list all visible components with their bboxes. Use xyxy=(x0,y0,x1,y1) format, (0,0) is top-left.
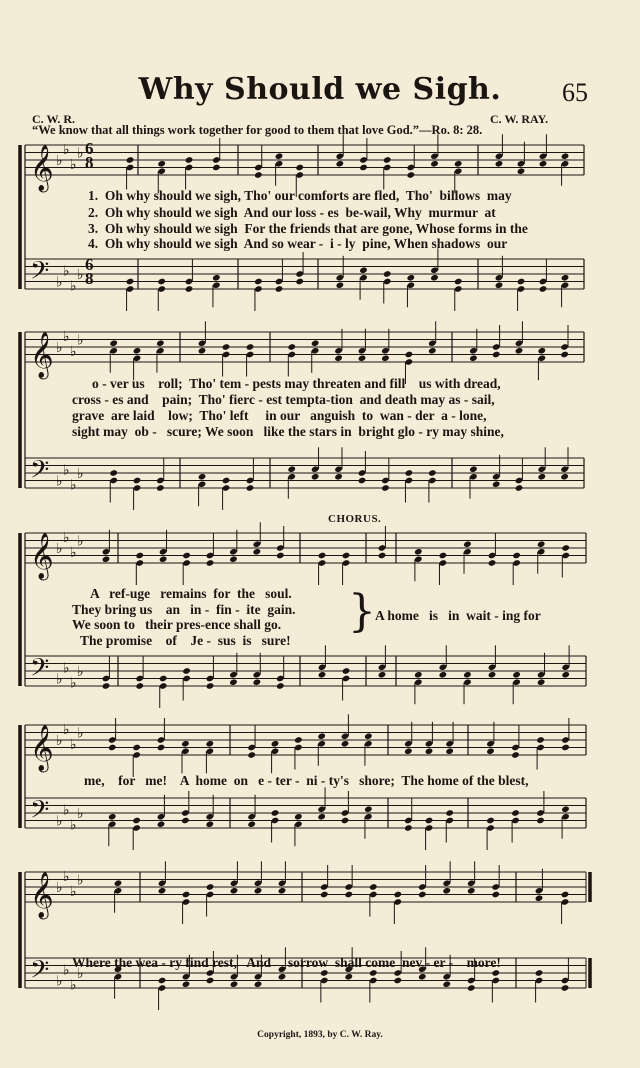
note-head xyxy=(383,156,392,164)
note-head xyxy=(537,347,546,355)
note-head xyxy=(334,473,343,481)
note-head xyxy=(404,747,413,755)
note-head xyxy=(463,671,472,679)
note-head xyxy=(294,736,303,744)
note-head xyxy=(271,809,280,817)
note-head xyxy=(132,817,141,825)
note-head xyxy=(311,473,320,481)
note-head xyxy=(185,285,194,293)
note-head xyxy=(182,980,191,988)
flat-icon: ♭ xyxy=(56,541,63,557)
system1-verse3: 3. Oh why should we sigh For the friends that are gone, Whose forms in the xyxy=(88,221,528,236)
note-head xyxy=(253,678,262,686)
note-head xyxy=(278,973,287,981)
note-head xyxy=(278,887,287,895)
note-head xyxy=(157,278,166,286)
note-head xyxy=(222,477,231,485)
note-head xyxy=(495,281,504,289)
note-head xyxy=(342,552,351,560)
note-head xyxy=(491,891,500,899)
note-head xyxy=(318,671,327,679)
flat-icon: ♭ xyxy=(56,880,63,896)
lyricist-credit: C. W. R. xyxy=(32,112,76,126)
flat-icon: ♭ xyxy=(77,267,84,283)
note-head xyxy=(320,891,329,899)
system2-verse4: sight may ob - scure; We soon like the stars in bright glo - ry may shine, xyxy=(72,424,504,439)
note-head xyxy=(378,552,387,560)
note-head xyxy=(488,559,497,567)
system3-refrain: A home is in wait - ing for xyxy=(375,608,541,623)
flat-icon: ♭ xyxy=(63,328,70,345)
note-head xyxy=(359,164,368,172)
note-head xyxy=(206,682,215,690)
note-head xyxy=(381,484,390,492)
note-head xyxy=(381,354,390,362)
note-head xyxy=(454,278,463,286)
note-head xyxy=(205,740,214,748)
note-head xyxy=(158,887,167,895)
note-head xyxy=(336,160,345,168)
bass-clef-icon: 𝄢 xyxy=(30,795,50,831)
note-head xyxy=(469,354,478,362)
note-head xyxy=(358,354,367,362)
hymn-title: Why Should we Sigh. xyxy=(138,72,502,107)
note-head xyxy=(158,977,167,985)
note-head xyxy=(108,744,117,752)
note-head xyxy=(495,160,504,168)
note-head xyxy=(561,805,570,813)
note-head xyxy=(287,343,296,351)
note-head xyxy=(206,559,215,567)
note-head xyxy=(445,747,454,755)
note-head xyxy=(393,891,402,899)
note-head xyxy=(276,682,285,690)
flat-icon: ♭ xyxy=(56,153,63,169)
flat-icon: ♭ xyxy=(77,466,84,482)
note-head xyxy=(418,973,427,981)
note-head xyxy=(430,274,439,282)
bass-clef-icon: 𝄢 xyxy=(30,653,50,689)
note-head xyxy=(157,744,166,752)
note-head xyxy=(561,891,570,899)
note-head xyxy=(198,347,207,355)
bass-clef-icon: 𝄢 xyxy=(30,955,50,991)
note-head xyxy=(133,347,142,355)
note-head xyxy=(486,817,495,825)
note-head xyxy=(358,477,367,485)
note-head xyxy=(512,552,521,560)
flat-icon: ♭ xyxy=(70,883,77,900)
note-head xyxy=(135,552,144,560)
note-head xyxy=(342,667,351,675)
system2-verse3: grave are laid low; Tho' left in our anguish to wan - der a - lone, xyxy=(72,408,487,423)
note-head xyxy=(205,820,214,828)
flat-icon: ♭ xyxy=(56,671,63,688)
system3-verse4: The promise of Je - sus is sure! xyxy=(80,633,291,648)
note-head xyxy=(109,339,118,347)
note-head xyxy=(246,484,255,492)
flat-icon: ♭ xyxy=(70,477,77,494)
note-head xyxy=(561,671,570,679)
flat-icon: ♭ xyxy=(70,544,77,561)
note-head xyxy=(378,671,387,679)
note-head xyxy=(295,164,304,172)
system1-verse1: 1. Oh why should we sigh, Tho' our comforts are fled, Tho' billows may xyxy=(88,188,512,203)
note-head xyxy=(185,156,194,164)
note-head xyxy=(108,813,117,821)
flat-icon: ♭ xyxy=(77,806,84,822)
note-head xyxy=(561,152,570,160)
note-head xyxy=(206,977,215,985)
flat-icon: ♭ xyxy=(63,802,70,819)
flat-icon: ♭ xyxy=(77,664,84,680)
note-head xyxy=(318,552,327,560)
note-head xyxy=(359,266,368,274)
note-head xyxy=(246,343,255,351)
note-head xyxy=(254,887,263,895)
flat-icon: ♭ xyxy=(56,274,63,291)
note-head xyxy=(275,152,284,160)
note-head xyxy=(463,540,472,548)
note-head xyxy=(536,817,545,825)
note-head xyxy=(492,480,501,488)
flat-icon: ♭ xyxy=(63,263,70,280)
note-head xyxy=(511,751,520,759)
system1-verse4: 4. Oh why should we sigh And so wear - i - ly pine, When shadows our xyxy=(88,236,508,251)
note-head xyxy=(414,548,423,556)
flat-icon: ♭ xyxy=(63,141,70,158)
treble-clef-icon: 𝄞 xyxy=(30,332,54,378)
note-head xyxy=(334,354,343,362)
note-head xyxy=(212,164,221,172)
treble-clef-icon: 𝄞 xyxy=(30,872,54,918)
time-signature-bass: 6 8 xyxy=(85,255,94,288)
copyright-notice: Copyright, 1893, by C. W. Ray. xyxy=(257,1030,383,1040)
note-head xyxy=(512,671,521,679)
note-head xyxy=(407,171,416,179)
note-head xyxy=(247,751,256,759)
note-head xyxy=(157,160,166,168)
system5-refrain: Where the wea - ry find rest, And sorrow shall come nev - er - more! xyxy=(72,955,501,970)
note-head xyxy=(182,667,191,675)
note-head xyxy=(132,744,141,752)
system3-verse1: A ref-uge remains for the soul. xyxy=(90,586,292,601)
note-head xyxy=(135,682,144,690)
note-head xyxy=(535,969,544,977)
note-head xyxy=(182,552,191,560)
note-head xyxy=(159,675,168,683)
note-head xyxy=(344,891,353,899)
note-head xyxy=(364,805,373,813)
note-head xyxy=(517,167,526,175)
note-head xyxy=(206,883,215,891)
note-head xyxy=(383,270,392,278)
verse-brace: } xyxy=(348,586,376,637)
note-head xyxy=(537,540,546,548)
note-head xyxy=(317,732,326,740)
note-head xyxy=(369,883,378,891)
flat-icon: ♭ xyxy=(56,973,63,990)
flat-icon: ♭ xyxy=(77,332,84,349)
flat-icon: ♭ xyxy=(77,725,84,742)
flat-icon: ♭ xyxy=(63,868,70,885)
flat-icon: ♭ xyxy=(70,343,77,360)
system3-verse2: They bring us an in - fin - ite gain. xyxy=(72,602,296,617)
flat-icon: ♭ xyxy=(56,813,63,830)
note-head xyxy=(517,278,526,286)
note-head xyxy=(254,980,263,988)
note-head xyxy=(364,732,373,740)
flat-icon: ♭ xyxy=(70,156,77,173)
flat-icon: ♭ xyxy=(63,529,70,546)
note-head xyxy=(253,548,262,556)
note-head xyxy=(414,671,423,679)
note-head xyxy=(536,736,545,744)
flat-icon: ♭ xyxy=(63,462,70,479)
treble-clef-icon: 𝄞 xyxy=(30,725,54,771)
note-head xyxy=(156,339,165,347)
note-head xyxy=(229,678,238,686)
flat-icon: ♭ xyxy=(77,872,84,889)
note-head xyxy=(430,160,439,168)
note-head xyxy=(344,973,353,981)
note-head xyxy=(405,469,414,477)
note-head xyxy=(254,171,263,179)
note-head xyxy=(539,285,548,293)
note-head xyxy=(425,817,434,825)
note-head xyxy=(486,747,495,755)
note-head xyxy=(407,274,416,282)
flat-icon: ♭ xyxy=(63,721,70,738)
note-head xyxy=(294,813,303,821)
note-head xyxy=(439,552,448,560)
note-head xyxy=(404,824,413,832)
note-head xyxy=(488,671,497,679)
note-head xyxy=(336,281,345,289)
flat-icon: ♭ xyxy=(70,977,77,994)
note-head xyxy=(467,984,476,992)
system4-refrain: me, for me! A home on e - ter - ni - ty's shore; The home of the blest, xyxy=(84,773,529,788)
note-head xyxy=(133,477,142,485)
note-head xyxy=(254,278,263,286)
note-head xyxy=(467,887,476,895)
flat-icon: ♭ xyxy=(56,473,63,490)
flat-icon: ♭ xyxy=(77,533,84,550)
note-head xyxy=(469,465,478,473)
flat-icon: ♭ xyxy=(56,733,63,749)
page-number: 65 xyxy=(562,78,588,107)
flat-icon: ♭ xyxy=(70,675,77,692)
note-head xyxy=(537,678,546,686)
note-head xyxy=(182,891,191,899)
note-head xyxy=(230,887,239,895)
note-head xyxy=(393,977,402,985)
system1-verse2: 2. Oh why should we sigh And our loss - es be-wail, Why murmur at xyxy=(88,205,496,220)
flat-icon: ♭ xyxy=(70,736,77,753)
note-head xyxy=(156,484,165,492)
note-head xyxy=(454,160,463,168)
note-head xyxy=(405,351,414,359)
note-head xyxy=(229,555,238,563)
bass-clef-icon: 𝄢 xyxy=(30,256,50,292)
note-head xyxy=(561,984,570,992)
note-head xyxy=(537,473,546,481)
note-head xyxy=(428,469,437,477)
note-head xyxy=(515,347,524,355)
flat-icon: ♭ xyxy=(70,278,77,295)
flat-icon: ♭ xyxy=(56,340,63,356)
note-head xyxy=(102,682,111,690)
note-head xyxy=(276,552,285,560)
note-head xyxy=(114,879,123,887)
note-head xyxy=(539,160,548,168)
treble-clef-icon: 𝄞 xyxy=(30,145,54,191)
note-head xyxy=(535,894,544,902)
note-head xyxy=(181,740,190,748)
note-head xyxy=(222,343,231,351)
bass-clef-icon: 𝄢 xyxy=(30,455,50,491)
note-head xyxy=(492,351,501,359)
note-head xyxy=(561,274,570,282)
note-head xyxy=(560,351,569,359)
note-head xyxy=(230,980,239,988)
note-head xyxy=(442,887,451,895)
note-head xyxy=(425,747,434,755)
note-head xyxy=(442,980,451,988)
note-head xyxy=(295,278,304,286)
system3-verse3: We soon to their pres-ence shall go. xyxy=(72,617,282,632)
note-head xyxy=(560,473,569,481)
note-head xyxy=(561,544,570,552)
note-head xyxy=(271,740,280,748)
flat-icon: ♭ xyxy=(63,660,70,677)
note-head xyxy=(317,813,326,821)
note-head xyxy=(515,484,524,492)
note-head xyxy=(157,820,166,828)
flat-icon: ♭ xyxy=(77,966,84,982)
system2-verse1: o - ver us roll; Tho' tem - pests may threaten and fill us with dread, xyxy=(92,376,501,391)
note-head xyxy=(275,285,284,293)
note-head xyxy=(198,473,207,481)
note-head xyxy=(109,469,118,477)
flat-icon: ♭ xyxy=(77,145,84,162)
note-head xyxy=(439,671,448,679)
note-head xyxy=(341,817,350,825)
note-head xyxy=(511,809,520,817)
note-head xyxy=(428,347,437,355)
note-head xyxy=(418,891,427,899)
composer-credit: C. W. RAY. xyxy=(490,112,549,126)
note-head xyxy=(181,817,190,825)
treble-clef-icon: 𝄞 xyxy=(30,533,54,579)
flat-icon: ♭ xyxy=(70,817,77,834)
scripture-quote: “We know that all things work together for good to them that love God.”—Ro. 8: 28. xyxy=(32,123,483,137)
chorus-label: CHORUS. xyxy=(328,513,382,525)
note-head xyxy=(247,820,256,828)
note-head xyxy=(287,465,296,473)
note-head xyxy=(212,274,221,282)
note-head xyxy=(341,740,350,748)
time-signature-treble: 6 8 xyxy=(85,139,94,172)
system2-verse2: cross - es and pain; Tho' fierc - est tempta-tion and death may as - sail, xyxy=(72,392,495,407)
note-head xyxy=(561,744,570,752)
note-head xyxy=(445,809,454,817)
flat-icon: ♭ xyxy=(63,962,70,979)
note-head xyxy=(102,555,111,563)
note-head xyxy=(126,156,135,164)
note-head xyxy=(159,555,168,563)
note-head xyxy=(311,339,320,347)
note-head xyxy=(126,278,135,286)
